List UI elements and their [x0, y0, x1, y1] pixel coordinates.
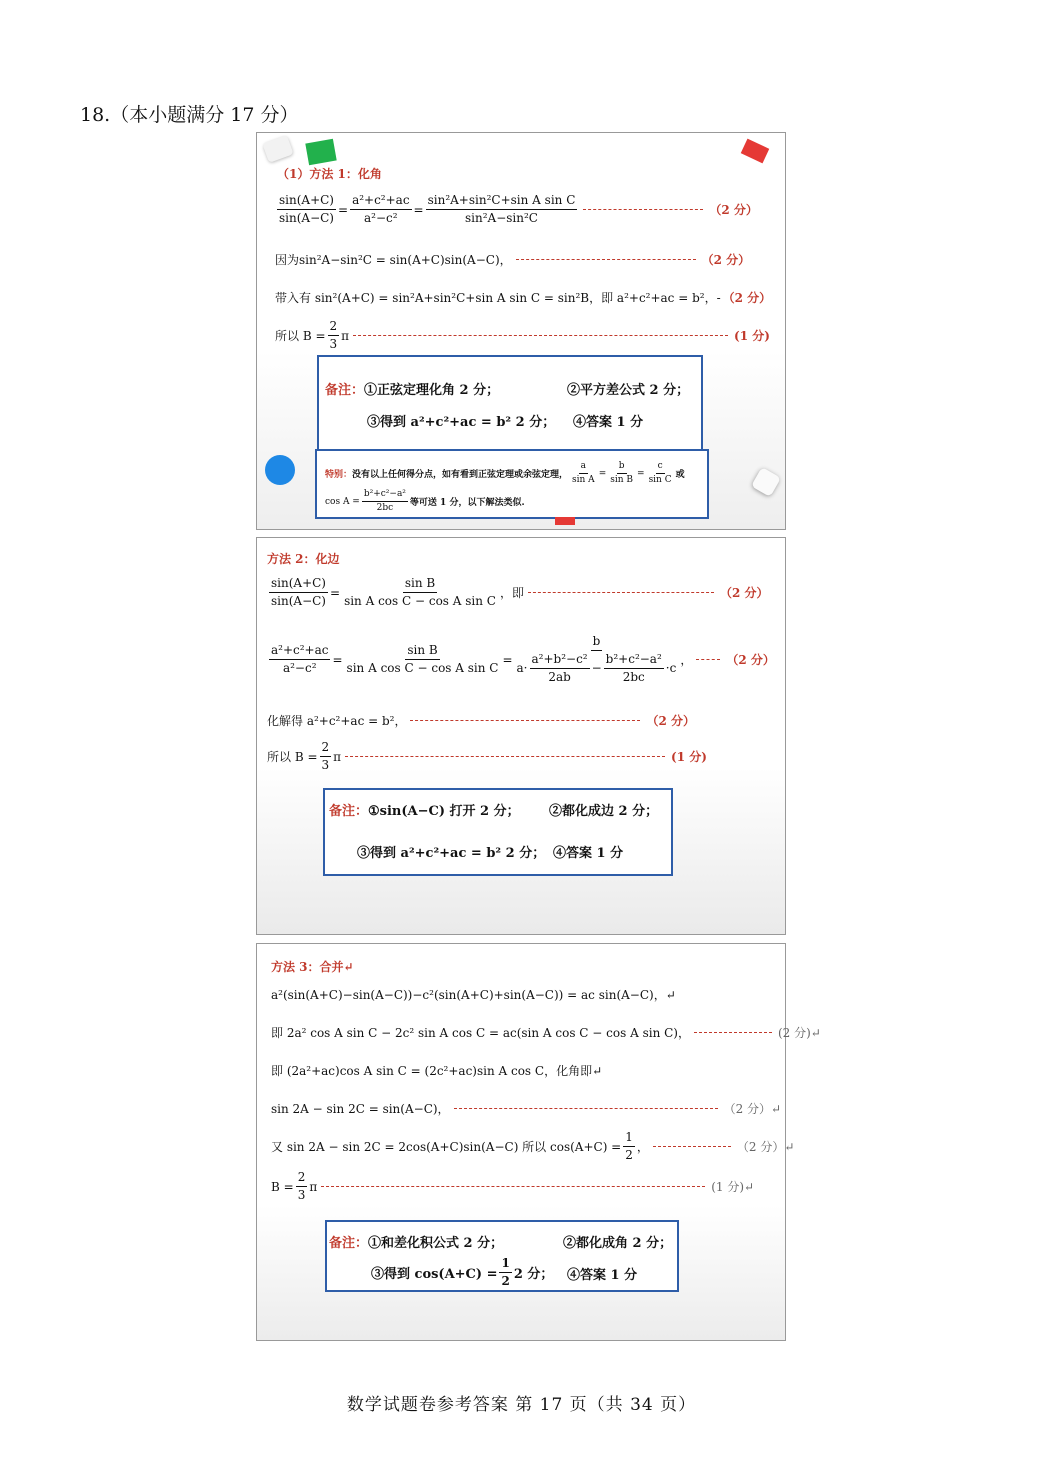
frac-numerator: b: [617, 461, 627, 474]
note-item-2: ②都化成角 2 分；: [563, 1236, 673, 1251]
note-item-2: ②平方差公式 2 分；: [567, 383, 690, 398]
frac-denominator: a²−c²: [282, 661, 317, 675]
note-item-4: ④答案 1 分: [553, 846, 624, 861]
points: （2 分）↵: [723, 1102, 782, 1116]
line-text: ，即: [499, 586, 524, 600]
dash-leader: [516, 259, 696, 260]
dash-leader: [410, 720, 640, 721]
points: （2 分）: [720, 586, 769, 600]
frac-denominator: sin C: [648, 475, 672, 485]
line-text: B =: [271, 1179, 294, 1194]
method-1-line-3: [275, 289, 771, 306]
method-1-line-2: [275, 251, 750, 268]
line-text: 又 sin 2A − sin 2C = 2cos(A+C)sin(A−C) 所以 cos(A+C) =: [271, 1140, 622, 1154]
frac-numerator: b²+c²−a²: [362, 489, 408, 502]
note-label: 备注：: [325, 383, 365, 398]
frac-numerator: a²+b²−c²: [530, 652, 590, 669]
or-text: 或: [675, 470, 685, 480]
note-item-3: ③得到 a²+c²+ac = b² 2 分；: [367, 415, 556, 430]
note-item-2: ②都化成边 2 分；: [549, 804, 659, 819]
decorative-blue-dot: [265, 455, 295, 485]
special-label: 特别：: [325, 470, 353, 480]
method-2-line-1: [267, 576, 769, 609]
note-item-4: ④答案 1 分: [573, 415, 644, 430]
dash-leader: [653, 1146, 731, 1147]
points: (1 分): [734, 329, 770, 343]
frac-denominator: sin A: [572, 475, 595, 485]
frac-numerator: a²+c²+ac: [269, 643, 330, 660]
frac-numerator: sin B: [403, 576, 437, 593]
note-item-3-suffix: 2 分；: [513, 1267, 554, 1282]
decorative-white-shape: [262, 135, 293, 163]
dash-leader: [321, 1186, 705, 1187]
method-2-note-box: [323, 788, 673, 876]
dash-leader: [694, 1032, 772, 1033]
line-text: 所以 B =: [275, 329, 326, 343]
note-row-2: [371, 1256, 553, 1289]
special-text-2: 等可送 1 分，以下解法类似.: [409, 498, 525, 508]
line-text: sin 2A − sin 2C = sin(A−C)，: [271, 1102, 450, 1116]
frac-denominator: sin²A−sin²C: [465, 211, 538, 225]
method-3-line-5: [271, 1130, 794, 1163]
frac-numerator: 1: [499, 1256, 511, 1273]
line-text: 因为sin²A−sin²C = sin(A+C)sin(A−C)，: [275, 253, 512, 267]
pi-symbol: π: [341, 328, 350, 343]
frac-denominator: 2: [625, 1148, 633, 1162]
decorative-white-cube: [751, 467, 781, 497]
special-row-1: [325, 461, 685, 486]
dash-leader: [583, 209, 703, 210]
equals: =: [330, 585, 341, 600]
frac-denominator: 3: [329, 337, 338, 351]
line-text: 即 (2a²+ac)cos A sin C = (2c²+ac)sin A cos C，化角即↵: [271, 1064, 603, 1078]
method-2-line-3: [267, 712, 695, 729]
points: (1 分)↵: [711, 1180, 755, 1194]
frac-numerator: 2: [296, 1170, 308, 1187]
points: （2 分）: [701, 253, 751, 267]
frac-numerator: a²+c²+ac: [350, 193, 411, 210]
note-item-3: ③得到 a²+c²+ac = b² 2 分；: [357, 846, 546, 861]
special-row-2: [325, 489, 525, 514]
method-3-note-box: [325, 1220, 679, 1292]
frac-denominator: sin(A−C): [271, 594, 326, 608]
note-item-1: ①和差化积公式 2 分；: [368, 1236, 504, 1251]
line-text: a²(sin(A+C)−sin(A−C))−c²(sin(A+C)+sin(A−C)) = ac sin(A−C)，↵: [271, 988, 676, 1002]
method-1-line-4: [275, 319, 770, 352]
frac-numerator: b²+c²−a²: [604, 652, 664, 669]
page-footer: 数学试题卷参考答案 第 17 页（共 34 页）: [346, 1395, 697, 1415]
frac-numerator: sin²A+sin²C+sin A sin C: [426, 193, 578, 210]
method-1-line-1: [275, 193, 758, 226]
dash-leader: [528, 592, 714, 593]
special-text: 没有以上任何得分点，如有看到正弦定理或余弦定理，: [352, 470, 569, 480]
dash-leader: [345, 756, 665, 757]
dash-leader: [454, 1108, 718, 1109]
decorative-red-mark: [555, 517, 575, 525]
frac-denominator: 2ab: [548, 670, 571, 684]
points: （2 分）: [646, 714, 696, 728]
method-3-line-4: [271, 1100, 781, 1117]
points: （2 分）↵: [736, 1140, 795, 1154]
line-text: 即 2a² cos A sin C − 2c² sin A cos C = ac(sin A cos C − cos A sin C)，: [271, 1026, 690, 1040]
frac-denominator: 3: [321, 758, 330, 772]
note-row-1: [329, 1232, 503, 1251]
method-1-note-box: [317, 355, 703, 451]
frac-numerator: c: [656, 461, 665, 474]
points: （2 分）: [709, 203, 758, 217]
method-2-heading: 方法 2：化边: [267, 552, 340, 566]
equals: =: [413, 202, 424, 217]
decorative-green-shape: [305, 139, 336, 166]
line-text: ，: [636, 1140, 649, 1154]
method-3-line-2: [271, 1024, 821, 1041]
method-3-line-3: [271, 1062, 602, 1079]
method-2-line-4: [267, 740, 707, 773]
frac-denominator: 2: [501, 1274, 510, 1288]
compound-denominator: [515, 651, 679, 685]
method-3-heading: 方法 3：合并↵: [271, 960, 354, 974]
method-3-line-1: [271, 986, 676, 1003]
pi-symbol: π: [309, 1179, 318, 1194]
factor-c: ·c: [665, 661, 677, 675]
frac-numerator: a: [579, 461, 588, 474]
method-2-line-2: [267, 634, 775, 685]
equals: =: [637, 468, 645, 479]
equals: =: [598, 468, 607, 479]
frac-denominator: 2bc: [376, 503, 394, 513]
minus: −: [591, 661, 602, 675]
method-1-panel: [256, 132, 786, 530]
method-3-panel: [256, 943, 821, 1341]
frac-denominator: 3: [297, 1188, 306, 1202]
frac-numerator: 1: [623, 1130, 635, 1147]
points: （2 分）: [722, 291, 772, 305]
frac-denominator: a²−c²: [364, 211, 398, 225]
dash-leader: [696, 659, 720, 660]
note-item-3-prefix: ③得到 cos(A+C) =: [371, 1267, 498, 1282]
dash-leader: [353, 335, 728, 336]
cos-prefix: cos A =: [325, 496, 360, 507]
line-text: ，: [680, 653, 693, 667]
points: (2 分)↵: [777, 1026, 821, 1040]
note-row-1: [329, 800, 520, 819]
equals: =: [338, 202, 349, 217]
frac-numerator: b: [591, 634, 603, 651]
points: （2 分）: [726, 653, 775, 667]
frac-denominator: sin(A−C): [279, 211, 334, 225]
method-1-heading: （1）方法 1：化角: [277, 167, 382, 181]
note-label: 备注：: [329, 804, 369, 819]
method-2-panel: [256, 537, 786, 935]
frac-denominator: 2bc: [622, 670, 645, 684]
frac-denominator: sin A cos C − cos A sin C: [344, 594, 496, 608]
frac-denominator: sin B: [610, 475, 634, 485]
note-label: 备注：: [329, 1236, 369, 1251]
pi-symbol: π: [333, 749, 342, 764]
method-3-line-6: [271, 1170, 754, 1203]
frac-numerator: 2: [328, 319, 340, 336]
frac-denominator: sin A cos C − cos A sin C: [346, 661, 499, 675]
points: (1 分): [671, 750, 707, 764]
special-note-box: [315, 449, 709, 519]
note-item-1: ①sin(A−C) 打开 2 分；: [368, 804, 520, 819]
factor-a: a·: [516, 661, 528, 675]
decorative-red-shape: [741, 139, 770, 164]
frac-numerator: sin(A+C): [269, 576, 328, 593]
frac-numerator: sin B: [405, 643, 439, 660]
equals: =: [332, 652, 343, 667]
line-text: 所以 B =: [267, 750, 318, 764]
line-text: 化解得 a²+c²+ac = b²，: [267, 714, 407, 728]
line-text: 带入有 sin²(A+C) = sin²A+sin²C+sin A sin C = sin²B，即 a²+c²+ac = b²，-: [275, 291, 721, 305]
equals: =: [502, 652, 513, 667]
frac-numerator: 2: [320, 740, 332, 757]
question-title: 18.（本小题满分 17 分）: [80, 104, 299, 126]
frac-numerator: sin(A+C): [277, 193, 336, 210]
note-item-4: ④答案 1 分: [567, 1268, 638, 1283]
note-row-1: [325, 379, 499, 398]
note-item-1: ①正弦定理化角 2 分；: [364, 383, 500, 398]
